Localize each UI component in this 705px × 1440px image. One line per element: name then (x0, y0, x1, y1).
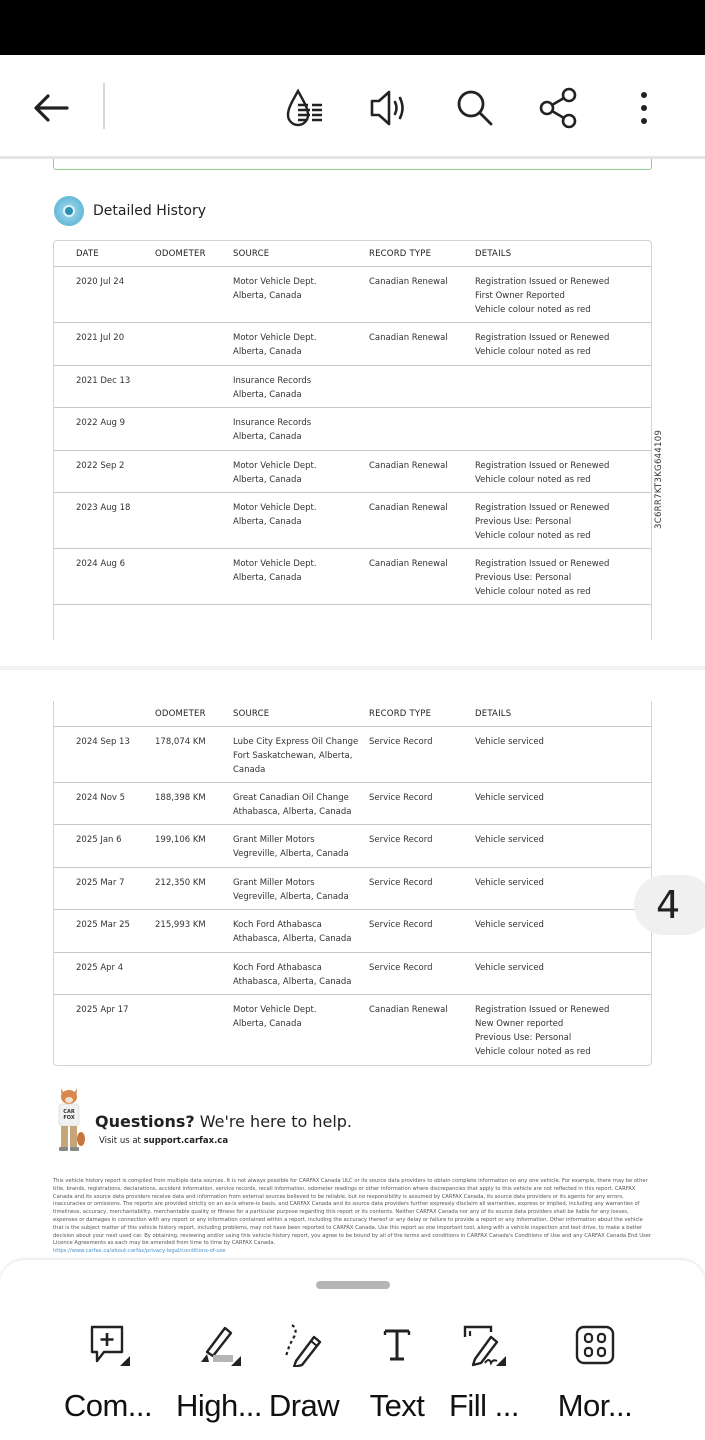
help-visit (99, 1136, 352, 1146)
cell-source (233, 876, 369, 909)
share-button[interactable] (536, 85, 582, 131)
pdf-page-4 (0, 670, 705, 1260)
liquid-mode-button[interactable] (283, 85, 329, 131)
cell-record-type: Service Record (369, 793, 433, 803)
carfox-mascot-image (53, 1084, 85, 1154)
source-line: Grant Miller Motors (233, 835, 315, 845)
cell-date: 2021 Jul 20 (76, 333, 125, 343)
source-line: Motor Vehicle Dept. (233, 461, 317, 471)
toolbar-divider (103, 83, 105, 129)
source-line: Alberta, Canada (233, 432, 302, 442)
arrow-left-icon (32, 93, 70, 123)
liquid-mode-icon (284, 88, 328, 128)
cell-details (475, 791, 651, 824)
col-header-odometer: ODOMETER (155, 708, 206, 719)
source-line: Fort Saskatchewan, Alberta, (233, 751, 353, 761)
cell-odometer (155, 961, 233, 994)
cell-record-type: Service Record (369, 878, 433, 888)
table-row (54, 783, 651, 825)
col-header-source: SOURCE (233, 708, 270, 719)
detail-line: Registration Issued or Renewed (475, 503, 610, 513)
cell-source (233, 735, 369, 782)
vin-label: 3C6RR7KT3KG644109 (654, 429, 664, 529)
source-line: Athabasca, Alberta, Canada (233, 807, 352, 817)
source-line: Canada (233, 765, 266, 775)
cell-odometer (155, 416, 233, 450)
history-table-part2 (53, 701, 652, 1066)
cell-record-type: Service Record (369, 835, 433, 845)
cell-source (233, 557, 369, 604)
cell-odometer (155, 557, 233, 604)
back-button[interactable] (28, 85, 74, 131)
disclaimer (53, 1178, 653, 1256)
cell-source (233, 961, 369, 994)
table-body (54, 267, 651, 605)
tool-label: Text (369, 1388, 425, 1423)
source-line: Koch Ford Athabasca (233, 963, 322, 973)
help-title (95, 1112, 352, 1131)
read-aloud-button[interactable] (366, 85, 412, 131)
detail-line: Vehicle serviced (475, 835, 544, 845)
pdf-page-3 (0, 159, 705, 666)
source-line: Lube City Express Oil Change (233, 737, 359, 747)
col-header-record-type: RECORD TYPE (369, 708, 432, 719)
cell-record-type: Canadian Renewal (369, 277, 448, 287)
cell-source (233, 791, 369, 824)
cell-date: 2025 Mar 25 (76, 920, 130, 930)
cell-record-type: Service Record (369, 737, 433, 747)
cell-odometer (155, 459, 233, 492)
cell-record-type: Canadian Renewal (369, 461, 448, 471)
svg-text:FOX: FOX (63, 1115, 75, 1121)
section-header (54, 196, 206, 226)
more-vert-icon (639, 90, 649, 126)
cell-details (475, 459, 651, 492)
cell-date: 2022 Sep 2 (76, 461, 125, 471)
cell-details (475, 876, 651, 909)
cell-date: 2025 Apr 17 (76, 1005, 129, 1015)
comment-menu-caret (120, 1356, 130, 1366)
cell-odometer: 178,074 KM (155, 737, 206, 747)
table-row (54, 953, 651, 995)
cell-date: 2024 Sep 13 (76, 737, 130, 747)
table-row (54, 493, 651, 549)
cell-odometer: 199,106 KM (155, 835, 206, 845)
page-number-indicator: 4 (634, 875, 705, 935)
cell-date: 2025 Jan 6 (76, 835, 122, 845)
source-line: Athabasca, Alberta, Canada (233, 934, 352, 944)
cell-source (233, 918, 369, 952)
read-aloud-icon (367, 88, 411, 128)
cell-date: 2024 Aug 6 (76, 559, 126, 569)
cell-record-type (369, 374, 475, 407)
visit-prefix: Visit us at (99, 1136, 144, 1146)
detail-line: Vehicle serviced (475, 793, 544, 803)
cell-date: 2025 Mar 7 (76, 878, 125, 888)
help-title-bold: Questions? (95, 1112, 195, 1131)
cell-source (233, 459, 369, 492)
source-line: Alberta, Canada (233, 517, 302, 527)
search-button[interactable] (452, 85, 498, 131)
cell-date: 2022 Aug 9 (76, 418, 126, 428)
source-line: Alberta, Canada (233, 347, 302, 357)
source-line: Motor Vehicle Dept. (233, 503, 317, 513)
table-row (54, 727, 651, 783)
source-line: Alberta, Canada (233, 1019, 302, 1029)
tool-label: Fill ... (448, 1388, 520, 1423)
cell-record-type (369, 416, 475, 450)
tool-label: High... (175, 1388, 263, 1423)
cell-record-type: Canadian Renewal (369, 503, 448, 513)
col-header-source: SOURCE (233, 248, 270, 259)
table-row (54, 868, 651, 910)
help-section (53, 1084, 352, 1154)
cell-date: 2023 Aug 18 (76, 503, 131, 513)
detail-line: Registration Issued or Renewed (475, 461, 610, 471)
cell-date: 2024 Nov 5 (76, 793, 126, 803)
cell-odometer (155, 374, 233, 407)
source-line: Insurance Records (233, 418, 312, 428)
source-line: Koch Ford Athabasca (233, 920, 322, 930)
detail-line: Vehicle colour noted as red (475, 587, 591, 597)
cell-record-type: Canadian Renewal (369, 1005, 448, 1015)
cell-record-type: Service Record (369, 963, 433, 973)
cell-date: 2025 Apr 4 (76, 963, 124, 973)
cell-details (475, 557, 651, 604)
cell-source (233, 416, 369, 450)
detail-line: Registration Issued or Renewed (475, 559, 610, 569)
detail-line: Registration Issued or Renewed (475, 333, 610, 343)
detail-line: Previous Use: Personal (475, 517, 572, 527)
search-icon (455, 88, 495, 128)
detail-line: Vehicle serviced (475, 963, 544, 973)
source-line: Alberta, Canada (233, 475, 302, 485)
cell-source (233, 275, 369, 322)
help-title-rest: We're here to help. (194, 1112, 353, 1131)
detail-line: Vehicle colour noted as red (475, 531, 591, 541)
tool-comment[interactable] (53, 1320, 163, 1424)
source-line: Motor Vehicle Dept. (233, 559, 317, 569)
source-line: Insurance Records (233, 376, 312, 386)
source-line: Alberta, Canada (233, 573, 302, 583)
col-header-details: DETAILS (475, 248, 512, 259)
cell-date: 2021 Dec 13 (76, 376, 131, 386)
source-line: Grant Miller Motors (233, 878, 315, 888)
source-line: Alberta, Canada (233, 291, 302, 301)
col-header-record-type: RECORD TYPE (369, 248, 432, 259)
cell-record-type: Canadian Renewal (369, 559, 448, 569)
col-header-odometer: ODOMETER (155, 248, 206, 259)
status-bar (0, 0, 705, 55)
table-row (54, 549, 651, 605)
cell-odometer: 212,350 KM (155, 878, 206, 888)
detail-line: Previous Use: Personal (475, 573, 572, 583)
table-row (54, 910, 651, 953)
detail-line: Vehicle serviced (475, 920, 544, 930)
source-line: Vegreville, Alberta, Canada (233, 849, 349, 859)
cell-record-type: Service Record (369, 920, 433, 930)
cell-details (475, 833, 651, 867)
col-header-details: DETAILS (475, 708, 512, 719)
col-header-date: DATE (76, 248, 99, 259)
draw-pencil-icon (282, 1323, 326, 1367)
fill-sign-menu-caret (496, 1356, 506, 1366)
table-row (54, 366, 651, 408)
cell-details (475, 961, 651, 994)
conditions-link[interactable]: https://www.carfax.ca/about-carfax/privacy-legal/conditions-of-use (53, 1248, 226, 1255)
detail-line: First Owner Reported (475, 291, 565, 301)
support-link[interactable]: support.carfax.ca (143, 1136, 229, 1146)
cell-source (233, 331, 369, 365)
table-row (54, 267, 651, 323)
table-row (54, 995, 651, 1065)
cell-source (233, 1003, 369, 1065)
detail-line: New Owner reported (475, 1019, 564, 1029)
cell-odometer (155, 1003, 233, 1065)
cell-odometer: 188,398 KM (155, 793, 206, 803)
detail-line: Vehicle colour noted as red (475, 1047, 591, 1057)
highlight-menu-caret (231, 1356, 241, 1366)
tool-label: Draw (268, 1388, 340, 1423)
cell-odometer (155, 275, 233, 322)
cell-odometer (155, 501, 233, 548)
cell-source (233, 374, 369, 407)
detail-line: Vehicle colour noted as red (475, 475, 591, 485)
detail-line: Vehicle colour noted as red (475, 347, 591, 357)
tool-label: Mor... (557, 1388, 633, 1423)
previous-section-box (53, 159, 652, 170)
detail-line: Previous Use: Personal (475, 1033, 572, 1043)
source-line: Alberta, Canada (233, 390, 302, 400)
source-line: Great Canadian Oil Change (233, 793, 349, 803)
cell-source (233, 833, 369, 867)
cell-details (475, 918, 651, 952)
cell-details (475, 1003, 651, 1065)
table-body (54, 727, 651, 1065)
tool-fill-sign[interactable] (429, 1320, 539, 1424)
drag-handle[interactable] (316, 1281, 390, 1289)
share-icon (538, 87, 580, 129)
detail-line: Registration Issued or Renewed (475, 277, 610, 287)
cell-odometer: 215,993 KM (155, 920, 206, 930)
table-row (54, 323, 651, 366)
more-tools-icon (575, 1325, 615, 1365)
table-row (54, 825, 651, 868)
table-row (54, 408, 651, 451)
detail-line: Registration Issued or Renewed (475, 1005, 610, 1015)
cell-details (475, 501, 651, 548)
cell-date: 2020 Jul 24 (76, 277, 125, 287)
top-toolbar (0, 55, 705, 159)
history-table-part1 (53, 240, 652, 640)
source-line: Athabasca, Alberta, Canada (233, 977, 352, 987)
cell-details (475, 275, 651, 322)
cell-source (233, 501, 369, 548)
detail-line: Vehicle colour noted as red (475, 305, 591, 315)
detail-line: Vehicle serviced (475, 737, 544, 747)
table-header (54, 241, 651, 267)
text-icon (382, 1327, 412, 1363)
pdf-viewer[interactable] (0, 159, 705, 1260)
source-line: Vegreville, Alberta, Canada (233, 892, 349, 902)
history-clock-icon (54, 196, 84, 226)
section-title: Detailed History (93, 203, 206, 219)
detail-line: Vehicle serviced (475, 878, 544, 888)
table-header (54, 701, 651, 727)
tool-more[interactable] (540, 1320, 650, 1424)
cell-details (475, 416, 651, 450)
tool-label: Com... (63, 1388, 153, 1423)
source-line: Motor Vehicle Dept. (233, 333, 317, 343)
more-options-button[interactable] (621, 85, 667, 131)
table-row (54, 451, 651, 493)
cell-details (475, 735, 651, 782)
cell-odometer (155, 331, 233, 365)
cell-details (475, 374, 651, 407)
source-line: Motor Vehicle Dept. (233, 277, 317, 287)
cell-details (475, 331, 651, 365)
disclaimer-text: This vehicle history report is compiled from multiple data sources. It is not always possible for CARFAX Canada ULC or its source data providers to obtain complete information on any one vehicle. For example, there may be other title, brands, registrations, declarations, accident information, service records, recall information, odometer readings or other information where discrepancies that apply to this vehicle are not reflected in this report. CARFAX Canada and its source data providers receive data and information from external sources believed to be reliable, but no responsibility is assumed by CARFAX Canada, its source data providers or its agents for any errors, inaccuracies or omissions. The reports are provided strictly on an as-is where-is basis, and CARFAX Canada and its source data providers further expressly disclaim all warranties, express or implied, including any warranties of timeliness, accuracy, merchantability, merchantable quality or fitness for a particular purpose regarding this report or its contents. Neither CARFAX Canada nor any of its source data providers shall be liable for any losses, expenses or damages in connection with any report or any information contained within a report, including the accuracy thereof or any delay or failure to provide a report or any information. Other information about the vehicle that is the subject matter of this vehicle history report, including problems, may not have been reported to CARFAX Canada. Use this report as one important tool, along with a vehicle inspection and test drive, to make a better decision about your next used car. By obtaining, reviewing and/or using this vehicle history report, you agree to be bound by all of the terms and conditions in CARFAX Canada's Conditions of Use and any CARFAX Canada End User Licence Agreements as each may be amended from time to time by CARFAX Canada. (53, 1178, 652, 1247)
cell-record-type: Canadian Renewal (369, 333, 448, 343)
svg-text:CAR: CAR (63, 1109, 75, 1115)
source-line: Motor Vehicle Dept. (233, 1005, 317, 1015)
bottom-tools-sheet (0, 1260, 705, 1440)
